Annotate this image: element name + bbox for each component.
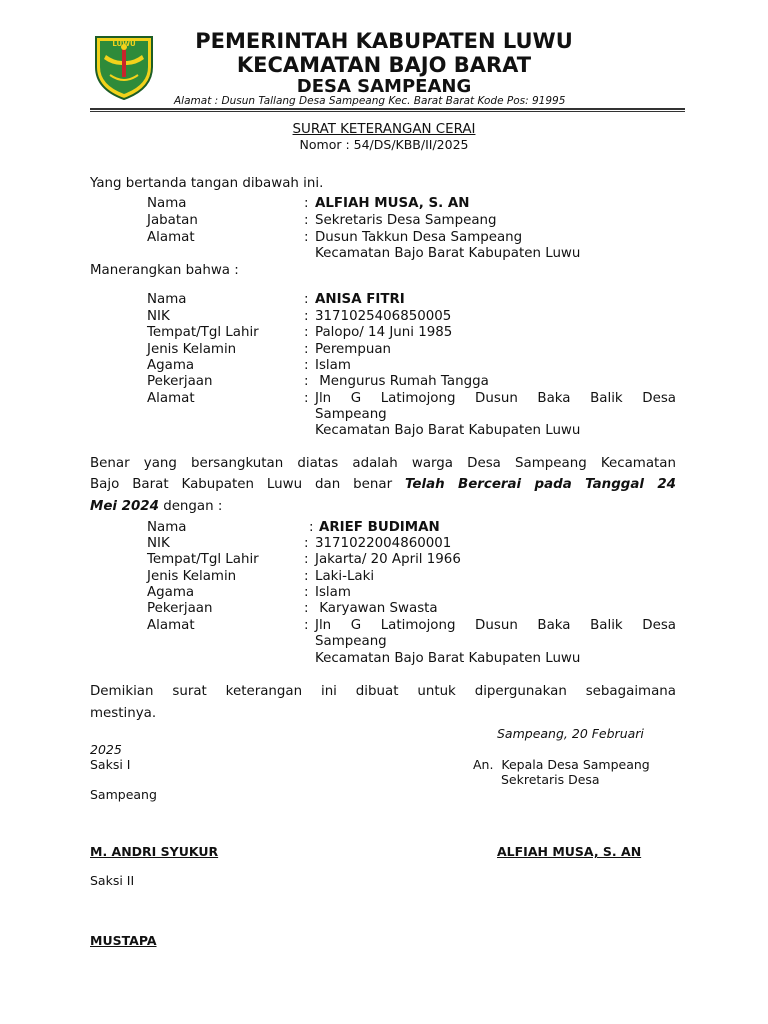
colon: : bbox=[304, 309, 309, 324]
letterhead-government: PEMERINTAH KABUPATEN LUWU bbox=[195, 29, 573, 53]
field-label: NIK bbox=[147, 536, 170, 551]
party1-address: Jln G Latimojong Dusun Baka Balik Desa bbox=[315, 391, 676, 406]
field-label: Jabatan bbox=[147, 213, 198, 228]
party1-address-2: Sampeang bbox=[315, 407, 387, 422]
colon: : bbox=[304, 292, 309, 307]
colon: : bbox=[304, 585, 309, 600]
field-label: Agama bbox=[147, 358, 195, 373]
place-date: Sampeang, 20 Februari bbox=[497, 726, 644, 741]
closing-line-1: Demikian surat keterangan ini dibuat untuk dipergunakan sebagaimana bbox=[90, 684, 676, 699]
field-label: Pekerjaan bbox=[147, 374, 213, 389]
colon: : bbox=[304, 230, 309, 245]
divorce-date: Mei 2024 bbox=[90, 499, 159, 514]
emblem-text: LUWU bbox=[112, 40, 136, 48]
field-label: Alamat bbox=[147, 618, 195, 633]
colon: : bbox=[304, 391, 309, 406]
colon: : bbox=[304, 601, 309, 616]
field-label: Nama bbox=[147, 196, 187, 211]
village-name: Sampeang bbox=[90, 787, 157, 802]
colon: : bbox=[309, 520, 314, 535]
party1-birth: Palopo/ 14 Juni 1985 bbox=[315, 325, 453, 340]
party2-nik: 3171022004860001 bbox=[315, 536, 452, 551]
party2-gender: Laki-Laki bbox=[315, 569, 375, 584]
colon: : bbox=[304, 325, 309, 340]
party2-address: Jln G Latimojong Dusun Baka Balik Desa bbox=[315, 618, 676, 633]
party2-birth: Jakarta/ 20 April 1966 bbox=[315, 552, 461, 567]
colon: : bbox=[304, 342, 309, 357]
declaring-sentence: Manerangkan bahwa : bbox=[90, 263, 239, 278]
signer-address: Dusun Takkun Desa Sampeang bbox=[315, 230, 523, 245]
field-label: Agama bbox=[147, 585, 195, 600]
statement-text: Bajo Barat Kabupaten Luwu dan benar bbox=[90, 477, 406, 492]
opening-sentence: Yang bertanda tangan dibawah ini. bbox=[90, 176, 324, 191]
letterhead-district: KECAMATAN BAJO BARAT bbox=[236, 53, 532, 77]
colon: : bbox=[304, 569, 309, 584]
party2-religion: Islam bbox=[315, 585, 351, 600]
witness2-label: Saksi II bbox=[90, 873, 135, 888]
signer-address-2: Kecamatan Bajo Barat Kabupaten Luwu bbox=[315, 246, 581, 261]
letterhead-divider bbox=[90, 108, 685, 110]
party1-nik: 3171025406850005 bbox=[315, 309, 452, 324]
colon: : bbox=[304, 618, 309, 633]
letter-title: SURAT KETERANGAN CERAI bbox=[292, 122, 476, 137]
witness1-label: Saksi I bbox=[90, 757, 131, 772]
signer-position: Sekretaris Desa Sampeang bbox=[315, 213, 497, 228]
party1-name: ANISA FITRI bbox=[315, 292, 405, 307]
divorce-statement: Telah Bercerai pada Tanggal 24 bbox=[405, 477, 676, 492]
colon: : bbox=[304, 536, 309, 551]
party2-job: Karyawan Swasta bbox=[315, 601, 438, 616]
field-label: NIK bbox=[147, 309, 170, 324]
party2-address-3: Kecamatan Bajo Barat Kabupaten Luwu bbox=[315, 651, 581, 666]
field-label: Tempat/Tgl Lahir bbox=[147, 325, 259, 340]
party1-address-3: Kecamatan Bajo Barat Kabupaten Luwu bbox=[315, 423, 581, 438]
field-label: Tempat/Tgl Lahir bbox=[147, 552, 259, 567]
colon: : bbox=[304, 213, 309, 228]
witness2-name: MUSTAPA bbox=[90, 933, 157, 948]
letterhead-address: Alamat : Dusun Tallang Desa Sampeang Kec. Barat Barat Kode Pos: 91995 bbox=[174, 95, 566, 107]
date-year: 2025 bbox=[90, 742, 122, 757]
closing-line-2: mestinya. bbox=[90, 706, 157, 721]
statement-text: dengan : bbox=[158, 499, 223, 514]
party1-religion: Islam bbox=[315, 358, 351, 373]
party2-address-2: Sampeang bbox=[315, 634, 387, 649]
statement-line-3 bbox=[90, 499, 222, 514]
luwu-regency-emblem bbox=[92, 31, 156, 101]
colon: : bbox=[304, 374, 309, 389]
field-label: Alamat bbox=[147, 230, 195, 245]
letterhead-village: DESA SAMPEANG bbox=[296, 76, 472, 97]
on-behalf-line: An. Kepala Desa Sampeang bbox=[473, 757, 650, 772]
letterhead-divider-thin bbox=[90, 111, 685, 112]
party1-gender: Perempuan bbox=[315, 342, 392, 357]
field-label: Jenis Kelamin bbox=[147, 569, 237, 584]
field-label: Jenis Kelamin bbox=[147, 342, 237, 357]
colon: : bbox=[304, 552, 309, 567]
letter-number: Nomor : 54/DS/KBB/II/2025 bbox=[299, 137, 469, 152]
statement-line-2 bbox=[90, 477, 676, 492]
party2-name: ARIEF BUDIMAN bbox=[319, 520, 440, 535]
witness1-name: M. ANDRI SYUKUR bbox=[90, 844, 219, 859]
signer-name: ALFIAH MUSA, S. AN bbox=[315, 196, 470, 211]
colon: : bbox=[304, 196, 309, 211]
field-label: Nama bbox=[147, 292, 187, 307]
village-secretary-title: Sekretaris Desa bbox=[501, 772, 600, 787]
field-label: Nama bbox=[147, 520, 187, 535]
colon: : bbox=[304, 358, 309, 373]
party1-job: Mengurus Rumah Tangga bbox=[315, 374, 489, 389]
field-label: Alamat bbox=[147, 391, 195, 406]
field-label: Pekerjaan bbox=[147, 601, 213, 616]
official-name: ALFIAH MUSA, S. AN bbox=[497, 844, 642, 859]
statement-line-1: Benar yang bersangkutan diatas adalah warga Desa Sampeang Kecamatan bbox=[90, 456, 676, 471]
